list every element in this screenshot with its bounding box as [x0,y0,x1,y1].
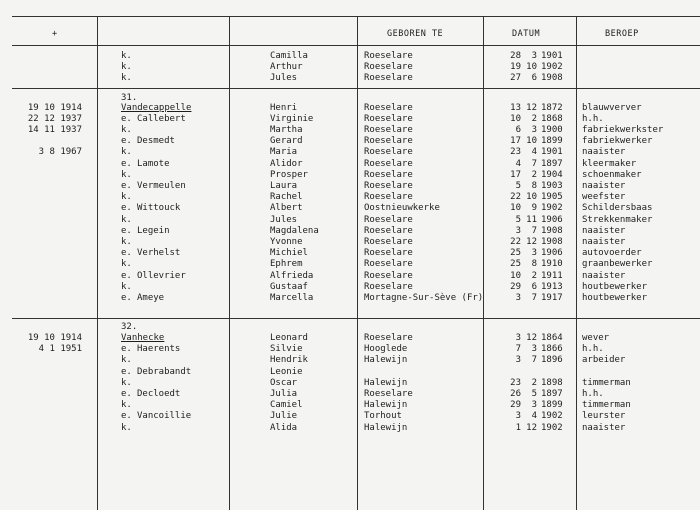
birthplace: Roeselare [364,214,413,225]
header-date: DATUM [512,29,541,39]
relation-code: k. [121,192,132,203]
death-date: 3 8 1967 [38,147,82,158]
surname: Vandecappelle [121,102,192,113]
relation-code: e. [121,180,132,191]
birth-year: 1902 [541,61,563,72]
first-name: Camiel [270,400,303,411]
relation-code: e. [121,113,132,124]
first-name: Marcella [270,292,314,303]
header-birthplace: GEBOREN TE [387,29,444,39]
relation-code: e. [121,248,132,259]
occupation: weefster [582,192,626,203]
first-name: Leonard [270,333,308,343]
relation-code: k. [121,169,132,180]
relation-code: k. [121,377,132,388]
birthplace: Roeselare [364,124,413,135]
occupation: schoenmaker [582,169,642,180]
birthplace: Roeselare [364,180,413,191]
birthplace: Roeselare [364,333,413,343]
birth-year: 1905 [541,192,563,203]
occupation: naaister [582,225,626,236]
surname: Wittouck [137,203,181,214]
relation-code: e. [121,292,132,303]
birth-month: 3 [531,124,537,135]
birth-day: 10 [510,270,521,281]
birth-month: 3 [531,248,537,259]
birth-month: 8 [531,259,537,270]
birth-month: 7 [531,355,537,366]
birth-day: 3 [515,225,521,236]
birth-year: 1908 [541,225,563,236]
occupation: timmerman [582,377,631,388]
birth-day: 13 [510,102,521,113]
header-died: + [52,29,58,39]
first-name: Julie [270,411,298,422]
relation-code: e. [121,411,132,422]
birth-day: 25 [510,259,521,270]
relation-code: e. [121,203,132,214]
relation-code: e. [121,158,132,169]
birth-day: 10 [510,113,521,124]
surname: Debrabandt [137,366,192,377]
occupation: naaister [582,270,626,281]
surname: Desmedt [137,136,175,147]
column-divider [229,16,230,510]
death-date: 14 11 1937 [27,124,82,135]
header-occupation: BEROEP [605,29,639,39]
birth-day: 5 [515,214,521,225]
first-name: Gerard [270,136,303,147]
birth-month: 9 [531,203,537,214]
birth-year: 1866 [541,344,563,355]
surname: Verhelst [137,248,181,259]
first-name: Henri [270,102,298,113]
relation-code: k. [121,422,132,433]
birth-day: 17 [510,136,521,147]
death-date: 22 12 1937 [27,113,82,124]
column-divider [576,16,577,510]
section-divider [12,88,700,89]
birth-month: 2 [531,270,537,281]
occupation: graanbewerker [582,259,653,270]
birthplace: Roeselare [364,259,413,270]
relation-code: k. [121,72,132,83]
occupation: Strekkenmaker [582,214,653,225]
birthplace: Mortagne-Sur-Sève (Fr) [364,292,484,303]
first-name: Gustaaf [270,281,308,292]
birthplace: Roeselare [364,169,413,180]
birth-year: 1917 [541,292,563,303]
birth-year: 1901 [541,50,563,61]
birthplace: Roeselare [364,147,413,158]
first-name: Prosper [270,169,308,180]
birth-day: 29 [510,281,521,292]
surname: Ollevrier [137,270,186,281]
birth-day: 1 [515,422,521,433]
birth-year: 1872 [541,102,563,113]
birth-month: 6 [531,281,537,292]
birthplace: Oostnieuwkerke [364,203,440,214]
birth-day: 23 [510,147,521,158]
first-name: Michiel [270,248,308,259]
birthplace: Roeselare [364,192,413,203]
first-name: Martha [270,124,303,135]
occupation: Schildersbaas [582,203,653,214]
birth-year: 1899 [541,136,563,147]
birth-year: 1908 [541,236,563,247]
birth-year: 1903 [541,180,563,191]
death-date: 4 1 1951 [38,344,82,355]
first-name: Yvonne [270,236,303,247]
birthplace: Roeselare [364,389,413,399]
birthplace: Roeselare [364,236,413,247]
relation-code: e. [121,344,132,355]
surname: Vanhecke [121,333,165,343]
surname: Haerents [137,344,181,355]
birthplace: Roeselare [364,113,413,124]
birth-day: 7 [515,344,521,355]
header-bottom-rule [12,45,700,46]
occupation: fabriekwerkster [582,124,664,135]
first-name: Ephrem [270,259,303,270]
birth-year: 1906 [541,214,563,225]
birth-day: 28 [510,50,521,61]
relation-code: e. [121,389,132,399]
first-name: Magdalena [270,225,319,236]
first-name: Oscar [270,377,298,388]
birthplace: Hooglede [364,344,408,355]
birth-year: 1913 [541,281,563,292]
occupation: autovoerder [582,248,642,259]
birth-month: 12 [526,102,537,113]
birth-day: 22 [510,192,521,203]
birth-year: 1897 [541,158,563,169]
first-name: Jules [270,214,298,225]
surname: Vancoillie [137,411,192,422]
birth-day: 25 [510,248,521,259]
relation-code: k. [121,50,132,61]
birth-month: 3 [531,50,537,61]
birth-month: 2 [531,377,537,388]
occupation: houtbewerker [582,292,648,303]
first-name: Camilla [270,50,308,61]
family-number: 31. [121,93,138,103]
first-name: Rachel [270,192,303,203]
birth-month: 5 [531,389,537,399]
birth-month: 7 [531,292,537,303]
occupation: houtbewerker [582,281,648,292]
section-divider [12,318,700,319]
birthplace: Roeselare [364,248,413,259]
relation-code: k. [121,124,132,135]
birth-year: 1897 [541,389,563,399]
birth-day: 29 [510,400,521,411]
birthplace: Roeselare [364,50,413,61]
birth-day: 23 [510,377,521,388]
surname: Lamote [137,158,170,169]
first-name: Laura [270,180,298,191]
birth-month: 4 [531,147,537,158]
relation-code: k. [121,259,132,270]
relation-code: e. [121,270,132,281]
birthplace: Halewijn [364,377,408,388]
birth-year: 1868 [541,113,563,124]
birthplace: Roeselare [364,136,413,147]
birth-month: 12 [526,333,537,343]
occupation: naaister [582,180,626,191]
birth-year: 1908 [541,72,563,83]
birth-year: 1911 [541,270,563,281]
birth-year: 1901 [541,147,563,158]
relation-code: k. [121,61,132,72]
occupation: h.h. [582,344,604,355]
death-date: 19 10 1914 [27,102,82,113]
occupation: blauwverver [582,102,642,113]
birth-year: 1900 [541,124,563,135]
birth-year: 1906 [541,248,563,259]
birth-day: 5 [515,180,521,191]
birthplace: Torhout [364,411,402,422]
birth-day: 6 [515,124,521,135]
relation-code: e. [121,136,132,147]
death-date: 19 10 1914 [27,333,82,343]
birth-day: 10 [510,203,521,214]
birthplace: Roeselare [364,270,413,281]
birth-year: 1904 [541,169,563,180]
birth-year: 1902 [541,422,563,433]
first-name: Maria [270,147,298,158]
birth-month: 10 [526,61,537,72]
birth-month: 12 [526,236,537,247]
occupation: h.h. [582,389,604,399]
birth-year: 1910 [541,259,563,270]
occupation: naaister [582,422,626,433]
birth-year: 1899 [541,400,563,411]
birth-year: 1902 [541,411,563,422]
table-top-rule [12,16,700,17]
birth-month: 3 [531,344,537,355]
surname: Vermeulen [137,180,186,191]
birthplace: Halewijn [364,355,408,366]
occupation: naaister [582,147,626,158]
family-number: 32. [121,322,138,332]
birthplace: Roeselare [364,281,413,292]
birth-year: 1898 [541,377,563,388]
birth-month: 11 [526,214,537,225]
birth-month: 7 [531,225,537,236]
birth-day: 3 [515,411,521,422]
first-name: Alida [270,422,298,433]
birthplace: Roeselare [364,225,413,236]
birth-month: 4 [531,411,537,422]
birthplace: Roeselare [364,158,413,169]
occupation: leurster [582,411,626,422]
birth-month: 3 [531,400,537,411]
birth-month: 10 [526,136,537,147]
birthplace: Roeselare [364,102,413,113]
birth-month: 7 [531,158,537,169]
birth-month: 10 [526,192,537,203]
birthplace: Roeselare [364,72,413,83]
first-name: Alfrieda [270,270,314,281]
occupation: wever [582,333,610,343]
birth-year: 1902 [541,203,563,214]
first-name: Jules [270,72,298,83]
first-name: Albert [270,203,303,214]
birthplace: Halewijn [364,422,408,433]
column-divider [357,16,358,510]
birth-year: 1864 [541,333,563,343]
surname: Legein [137,225,170,236]
birthplace: Roeselare [364,61,413,72]
first-name: Silvie [270,344,303,355]
relation-code: k. [121,355,132,366]
birth-month: 12 [526,422,537,433]
birth-day: 26 [510,389,521,399]
first-name: Virginie [270,113,314,124]
first-name: Hendrik [270,355,308,366]
birth-year: 1896 [541,355,563,366]
occupation: fabriekwerker [582,136,653,147]
relation-code: k. [121,281,132,292]
relation-code: e. [121,225,132,236]
first-name: Leonie [270,366,303,377]
relation-code: k. [121,236,132,247]
occupation: h.h. [582,113,604,124]
birth-month: 2 [531,169,537,180]
birth-day: 17 [510,169,521,180]
relation-code: k. [121,147,132,158]
birth-day: 3 [515,292,521,303]
birth-day: 3 [515,333,521,343]
occupation: timmerman [582,400,631,411]
first-name: Arthur [270,61,303,72]
birth-day: 4 [515,158,521,169]
birth-day: 19 [510,61,521,72]
relation-code: e. [121,366,132,377]
birth-month: 2 [531,113,537,124]
surname: Callebert [137,113,186,124]
first-name: Julia [270,389,298,399]
birth-day: 3 [515,355,521,366]
birthplace: Halewijn [364,400,408,411]
relation-code: k. [121,214,132,225]
occupation: naaister [582,236,626,247]
birth-month: 8 [531,180,537,191]
occupation: arbeider [582,355,626,366]
occupation: kleermaker [582,158,637,169]
relation-code: k. [121,400,132,411]
birth-day: 27 [510,72,521,83]
birth-day: 22 [510,236,521,247]
birth-month: 6 [531,72,537,83]
surname: Decloedt [137,389,181,399]
surname: Ameye [137,292,165,303]
first-name: Alidor [270,158,303,169]
column-divider [97,16,98,510]
column-divider [483,16,484,510]
